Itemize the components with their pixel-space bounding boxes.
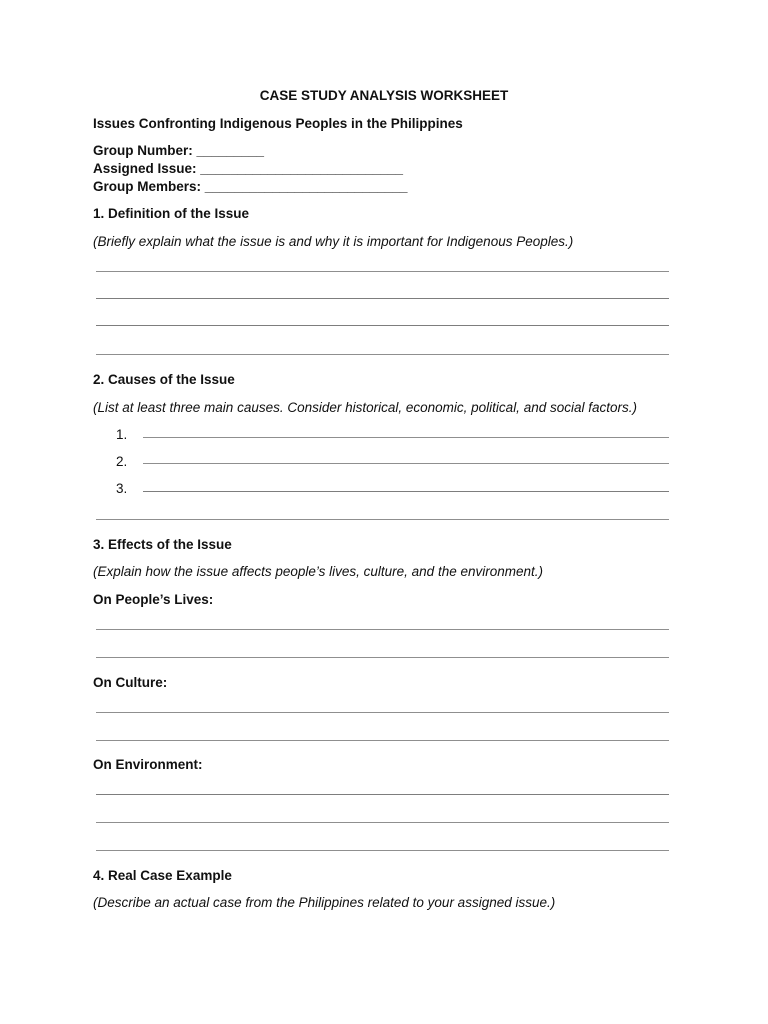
answer-line[interactable] bbox=[96, 822, 669, 823]
group-number-field[interactable]: Group Number: _________ bbox=[93, 143, 265, 158]
section-causes-heading: 2. Causes of the Issue bbox=[93, 372, 235, 387]
cause-answer-line[interactable] bbox=[143, 463, 669, 464]
cause-item-number: 2. bbox=[116, 454, 128, 469]
subtitle: Issues Confronting Indigenous Peoples in the Philippines bbox=[93, 116, 463, 131]
cause-answer-line[interactable] bbox=[143, 437, 669, 438]
section-effects-heading: 3. Effects of the Issue bbox=[93, 537, 232, 552]
effects-culture-label: On Culture: bbox=[93, 675, 168, 690]
effects-environment-label: On Environment: bbox=[93, 757, 203, 772]
answer-line[interactable] bbox=[96, 325, 669, 326]
group-members-field[interactable]: Group Members: ___________________________ bbox=[93, 179, 408, 194]
cause-item-number: 1. bbox=[116, 427, 128, 442]
section-causes-instruction: (List at least three main causes. Consider historical, economic, political, and social factors.) bbox=[93, 400, 637, 415]
section-effects-instruction: (Explain how the issue affects people’s lives, culture, and the environment.) bbox=[93, 564, 543, 579]
answer-line[interactable] bbox=[96, 850, 669, 851]
answer-line[interactable] bbox=[96, 712, 669, 713]
section-definition-heading: 1. Definition of the Issue bbox=[93, 206, 250, 221]
answer-line[interactable] bbox=[96, 794, 669, 795]
answer-line[interactable] bbox=[96, 298, 669, 299]
answer-line[interactable] bbox=[96, 519, 669, 520]
page-title: CASE STUDY ANALYSIS WORKSHEET bbox=[259, 88, 509, 103]
answer-line[interactable] bbox=[96, 271, 669, 272]
answer-line[interactable] bbox=[96, 740, 669, 741]
answer-line[interactable] bbox=[96, 657, 669, 658]
section-definition-instruction: (Briefly explain what the issue is and why it is important for Indigenous Peoples.) bbox=[93, 234, 574, 249]
section-case-heading: 4. Real Case Example bbox=[93, 868, 232, 883]
answer-line[interactable] bbox=[96, 629, 669, 630]
assigned-issue-field[interactable]: Assigned Issue: ___________________________ bbox=[93, 161, 403, 176]
answer-line[interactable] bbox=[96, 354, 669, 355]
cause-answer-line[interactable] bbox=[143, 491, 669, 492]
effects-lives-label: On People’s Lives: bbox=[93, 592, 214, 607]
cause-item-number: 3. bbox=[116, 481, 128, 496]
section-case-instruction: (Describe an actual case from the Philippines related to your assigned issue.) bbox=[93, 895, 556, 910]
